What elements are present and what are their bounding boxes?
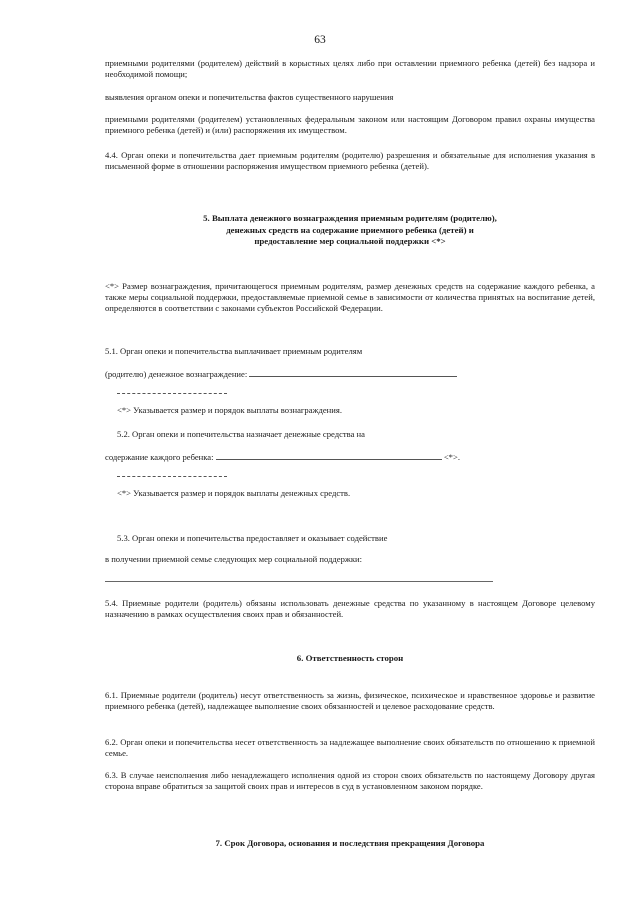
paragraph-5-2-line1: 5.2. Орган опеки и попечительства назначает денежные средства на (117, 429, 365, 439)
paragraph-5-1-label: (родителю) денежное вознаграждение: (105, 369, 248, 379)
paragraph-clause-continuation: приемными родителями (родителем) действий в корыстных целях либо при оставлении приемного ребенка (детей) без надзора и необходимой помощи; (105, 58, 595, 79)
paragraph-6-3: 6.3. В случае неисполнения либо ненадлежащего исполнения одной из сторон своих обязательств по настоящему Договору другая сторона вправе обратиться за защитой своих прав и интересов в суд в установленном законом порядке. (105, 770, 595, 791)
paragraph-5-3-line2: в получении приемной семье следующих мер социальной поддержки: (105, 554, 363, 564)
remuneration-blank-field (249, 368, 457, 377)
section-6-heading: 6. Ответственность сторон (296, 653, 404, 663)
section-7-heading: 7. Срок Договора, основания и последствия прекращения Договора (215, 838, 485, 848)
allowance-blank-field (216, 451, 442, 460)
paragraph-6-2: 6.2. Орган опеки и попечительства несет ответственность за надлежащее выполнение своих обязательств по отношению к приемной семье. (105, 737, 595, 758)
footnote-separator-2 (117, 476, 227, 477)
footnote-remuneration: <*> Указывается размер и порядок выплаты вознаграждения. (117, 405, 342, 415)
paragraph-5-1-line1: 5.1. Орган опеки и попечительства выплачивает приемным родителям (105, 346, 363, 356)
footnote-separator (117, 393, 227, 394)
footnote-allowance: <*> Указывается размер и порядок выплаты денежных средств. (117, 488, 351, 498)
page-number: 63 (314, 34, 326, 46)
paragraph-5-1-line2 (105, 368, 457, 380)
paragraph-4-4: 4.4. Орган опеки и попечительства дает приемным родителям (родителю) разрешения и обязательные для исполнения указания в письменной форме в отношении распоряжения имуществом приемного ребенка (детей). (105, 150, 595, 171)
paragraph-6-1: 6.1. Приемные родители (родитель) несут ответственность за жизнь, физическое, психическое и нравственное здоровье и развитие приемного ребенка (детей), надлежащее выполнение своих обязанностей и целевое расходование средств. (105, 690, 595, 711)
support-measures-blank-field (105, 581, 493, 582)
section-5-heading: 5. Выплата денежного вознаграждения приемным родителям (родителю), денежных средств на содержание приемного ребенка (детей) и предоставление мер социальной поддержки <*> (203, 213, 497, 246)
paragraph-5-2-line2 (105, 451, 460, 463)
paragraph-violation-found: выявления органом опеки и попечительства фактов существенного нарушения (105, 92, 394, 102)
paragraph-property-rules: приемными родителями (родителем) установленных федеральным законом или настоящим Договором правил охраны имущества приемного ребенка (детей) и (или) распоряжения их имуществом. (105, 114, 595, 135)
paragraph-5-4: 5.4. Приемные родители (родитель) обязаны использовать денежные средства по указанному в настоящем Договоре целевому назначению в рамках осуществления своих прав и обязанностей. (105, 598, 595, 619)
footnote-mark: <*>. (443, 452, 460, 462)
paragraph-5-3-line1: 5.3. Орган опеки и попечительства предоставляет и оказывает содействие (117, 533, 388, 543)
footnote-section-5: <*> Размер вознаграждения, причитающегося приемным родителям, размер денежных средств на содержание каждого ребенка, а также меры социальной поддержки, предоставляемые приемной семье в зависимости от количества принятых на воспитание детей, определяются в соответствии с законами субъектов Российской Федерации. (105, 281, 595, 313)
paragraph-5-2-label: содержание каждого ребенка: (105, 452, 214, 462)
